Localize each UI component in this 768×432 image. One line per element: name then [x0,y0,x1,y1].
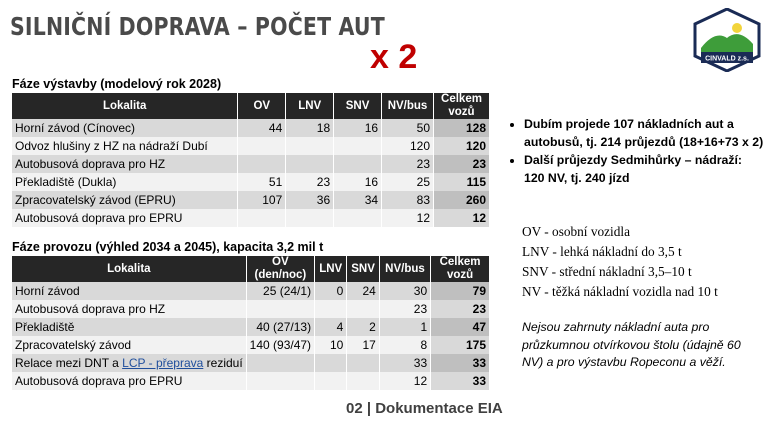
total-cell: 175 [431,336,490,354]
nv-bus-cell: 120 [382,137,434,155]
legend-item: SNV - střední nákladní 3,5–10 t [522,264,692,279]
ov-cell [246,354,314,372]
nv-bus-cell: 1 [379,318,430,336]
table-row [12,336,490,354]
ov-cell [238,137,286,155]
ov-cell [246,372,314,390]
legend-item: LNV - lehká nákladní do 3,5 t [522,244,682,259]
summary-bullets [508,116,764,188]
lnv-cell: 0 [315,282,347,300]
column-header: OV [238,93,286,119]
logo-graphic [691,8,763,72]
lnv-cell: 36 [286,191,334,209]
column-header: Celkem vozů [431,256,490,282]
total-cell: 47 [431,318,490,336]
location-cell: Horní závod (Cínovec) [12,119,238,137]
ov-cell: 25 (24/1) [246,282,314,300]
location-cell: Překladiště (Dukla) [12,173,238,191]
ov-cell: 107 [238,191,286,209]
total-cell: 33 [431,372,490,390]
table-row [12,191,490,209]
table-row [12,137,490,155]
location-cell: Horní závod [12,282,246,300]
sun-icon [732,23,742,33]
lnv-cell: 18 [286,119,334,137]
snv-cell [334,209,382,227]
build-phase-table [12,93,490,227]
location-cell: Autobusová doprava pro HZ [12,155,238,173]
table-row [12,372,490,390]
snv-cell: 17 [347,336,379,354]
table-header-row [12,93,490,119]
snv-cell [334,137,382,155]
total-cell: 23 [431,300,490,318]
column-header: Lokalita [12,256,246,282]
total-cell: 260 [434,191,490,209]
column-header: SNV [347,256,379,282]
snv-cell: 2 [347,318,379,336]
lnv-cell [286,209,334,227]
total-cell: 33 [431,354,490,372]
table-row [12,119,490,137]
column-header: LNV [286,93,334,119]
nv-bus-cell: 25 [382,173,434,191]
cinvald-logo [691,8,763,72]
page-footer: 02 | Dokumentace EIA [346,400,503,417]
legend-item: NV - těžká nákladní vozidla nad 10 t [522,284,718,299]
table-row [12,282,490,300]
column-header: NV/bus [382,93,434,119]
nv-bus-cell: 12 [379,372,430,390]
table-row [12,300,490,318]
location-cell: Autobusová doprava pro EPRU [12,209,238,227]
column-header: LNV [315,256,347,282]
snv-cell [347,300,379,318]
column-header: Lokalita [12,93,238,119]
location-cell: Odvoz hlušiny z HZ na nádraží Dubí [12,137,238,155]
location-link[interactable]: LCP - přeprava [122,356,204,370]
lnv-cell [315,372,347,390]
ov-cell [246,300,314,318]
lnv-cell [286,137,334,155]
nv-bus-cell: 8 [379,336,430,354]
column-header: NV/bus [379,256,430,282]
column-header: Celkem vozů [434,93,490,119]
total-cell: 128 [434,119,490,137]
ov-cell: 51 [238,173,286,191]
column-header: OV (den/noc) [246,256,314,282]
lnv-cell [286,155,334,173]
multiplier-label: x 2 [370,38,418,76]
total-cell: 79 [431,282,490,300]
snv-cell: 34 [334,191,382,209]
snv-cell [347,372,379,390]
ov-cell [238,209,286,227]
table-row [12,155,490,173]
ov-cell: 40 (27/13) [246,318,314,336]
operation-phase-table [12,256,490,390]
lnv-cell: 10 [315,336,347,354]
build-phase-heading: Fáze výstavby (modelový rok 2028) [12,77,222,91]
bullet-item: • Další průjezdy Sedmihůrky – nádraží: 120 NV, tj. 240 jízd [524,152,764,187]
lnv-cell [315,300,347,318]
location-cell: Zpracovatelský závod (EPRU) [12,191,238,209]
location-cell: Překladiště [12,318,246,336]
abbreviation-legend [522,222,718,302]
location-cell: Zpracovatelský závod [12,336,246,354]
snv-cell: 24 [347,282,379,300]
table-row [12,354,490,372]
location-text: Relace mezi DNT a [15,356,123,370]
table-header-row [12,256,490,282]
lnv-cell [315,354,347,372]
operation-phase-heading: Fáze provozu (výhled 2034 a 2045), kapacita 3,2 mil t [12,240,324,254]
footnote: Nejsou zahrnuty nákladní auta pro průzkumnou otvírkovou štolu (údajně 60 NV) a pro výstavbu Ropeconu a věží. [522,320,741,369]
nv-bus-cell: 33 [379,354,430,372]
logo-text: CINVALD z.s. [705,55,749,63]
nv-bus-cell: 30 [379,282,430,300]
nv-bus-cell: 83 [382,191,434,209]
location-text: reziduí [203,356,243,370]
snv-cell [334,155,382,173]
snv-cell: 16 [334,173,382,191]
ov-cell: 44 [238,119,286,137]
total-cell: 23 [434,155,490,173]
ov-cell [238,155,286,173]
nv-bus-cell: 23 [382,155,434,173]
column-header: SNV [334,93,382,119]
snv-cell [347,354,379,372]
total-cell: 120 [434,137,490,155]
nv-bus-cell: 50 [382,119,434,137]
table-row [12,318,490,336]
ov-cell: 140 (93/47) [246,336,314,354]
table-row [12,173,490,191]
snv-cell: 16 [334,119,382,137]
total-cell: 115 [434,173,490,191]
location-cell [12,354,246,372]
slide-title: SILNIČNÍ DOPRAVA – POČET AUT [10,12,385,41]
location-cell: Autobusová doprava pro HZ [12,300,246,318]
bullet-item: • Dubím projede 107 nákladních aut a autobusů, tj. 214 průjezdů (18+16+73 x 2) [524,116,764,151]
nv-bus-cell: 12 [382,209,434,227]
nv-bus-cell: 23 [379,300,430,318]
legend-item: OV - osobní vozidla [522,224,630,239]
location-cell: Autobusová doprava pro EPRU [12,372,246,390]
lnv-cell: 23 [286,173,334,191]
lnv-cell: 4 [315,318,347,336]
total-cell: 12 [434,209,490,227]
table-row [12,209,490,227]
